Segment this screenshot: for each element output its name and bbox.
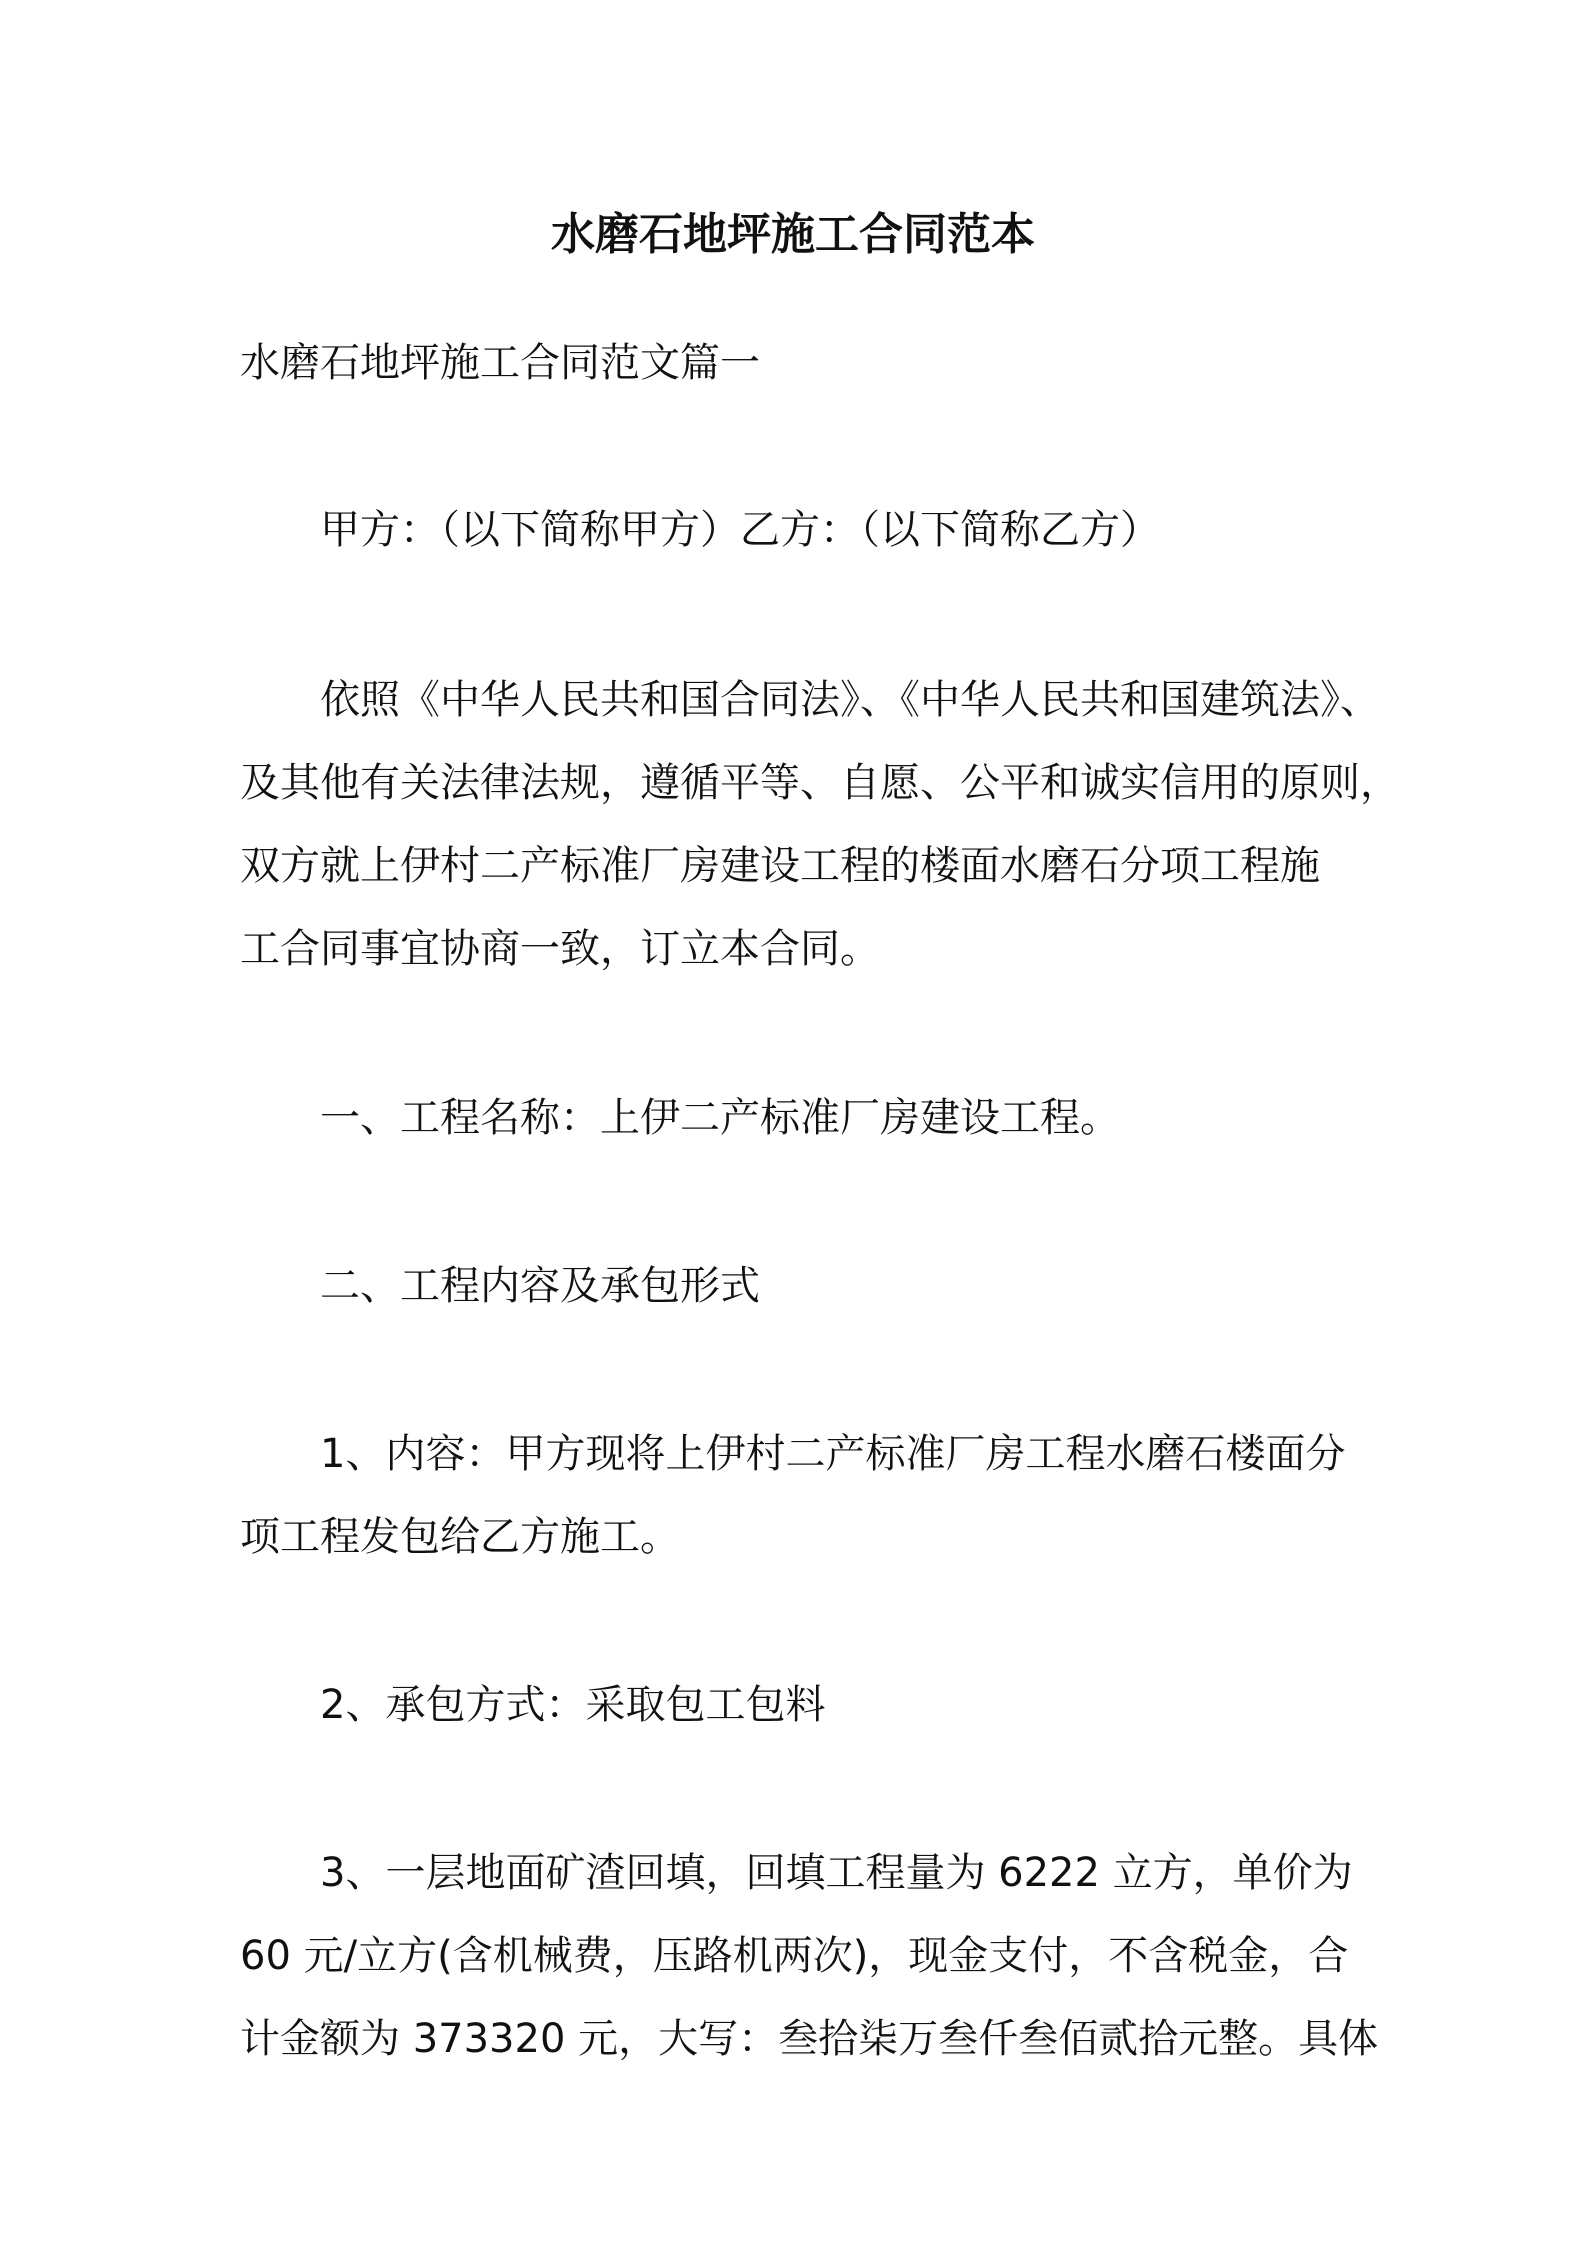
document-subtitle: 水磨石地坪施工合同范文篇一 — [240, 340, 760, 386]
item-backfill-line-2: 60 元/立方(含机械费，压路机两次)，现金支付，不含税金，合 — [240, 1933, 1349, 1979]
preamble-line-2: 及其他有关法律法规，遵循平等、自愿、公平和诚实信用的原则， — [240, 760, 1400, 806]
item-backfill-line-1: 3、一层地面矿渣回填，回填工程量为 6222 立方，单价为 — [320, 1850, 1353, 1896]
section-project-name: 一、工程名称：上伊二产标准厂房建设工程。 — [320, 1095, 1120, 1141]
parties-line: 甲方：（以下简称甲方）乙方：（以下简称乙方） — [320, 507, 1160, 553]
preamble-line-4: 工合同事宜协商一致，订立本合同。 — [240, 926, 880, 972]
section-scope-heading: 二、工程内容及承包形式 — [320, 1263, 760, 1309]
preamble-line-1: 依照《中华人民共和国合同法》、《中华人民共和国建筑法》、 — [320, 677, 1380, 723]
item-content-line-2: 项工程发包给乙方施工。 — [240, 1514, 680, 1560]
document-title: 水磨石地坪施工合同范本 — [551, 209, 1035, 260]
item-contract-method: 2、承包方式：采取包工包料 — [320, 1682, 826, 1728]
preamble-line-3: 双方就上伊村二产标准厂房建设工程的楼面水磨石分项工程施 — [240, 843, 1320, 889]
item-content-line-1: 1、内容：甲方现将上伊村二产标准厂房工程水磨石楼面分 — [320, 1431, 1346, 1477]
item-backfill-line-3: 计金额为 373320 元，大写：叁拾柒万叁仟叁佰贰拾元整。具体 — [240, 2016, 1379, 2062]
